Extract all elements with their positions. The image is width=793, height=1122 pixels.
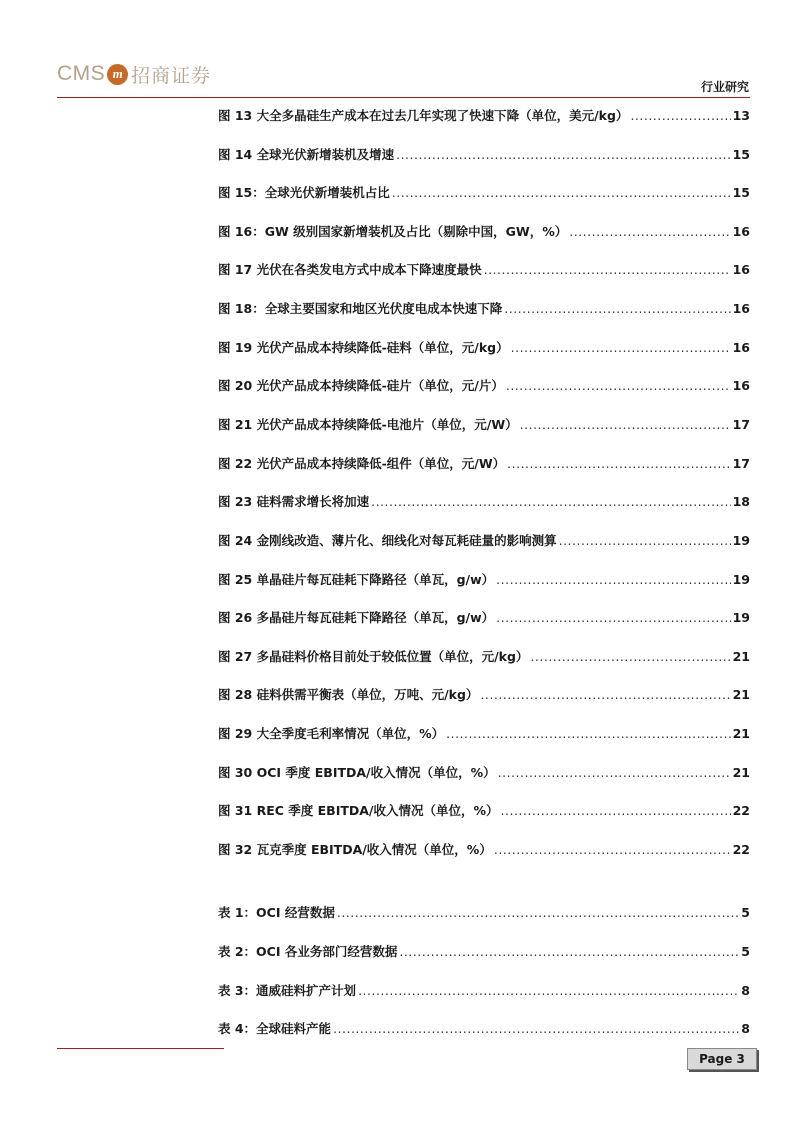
toc-leader-dots — [396, 146, 730, 164]
toc-figure-entry[interactable] — [218, 686, 750, 704]
toc-entry-page: 16 — [732, 301, 750, 316]
toc-figure-entry[interactable] — [218, 764, 750, 782]
toc-leader-dots — [498, 764, 731, 782]
toc-figure-entry[interactable] — [218, 532, 750, 550]
toc-figure-entry[interactable] — [218, 300, 750, 318]
toc-table-entry[interactable] — [218, 904, 750, 922]
toc-leader-dots — [496, 609, 730, 627]
toc-entry-page: 15 — [732, 147, 750, 162]
toc-leader-dots — [569, 223, 730, 241]
toc-figure-entry[interactable] — [218, 571, 750, 589]
toc-figure-entry[interactable] — [218, 609, 750, 627]
toc-entry-page: 8 — [741, 983, 750, 998]
toc-entry-label: 表 1：OCI 经营数据 — [218, 905, 335, 920]
toc-entry-page: 18 — [732, 494, 750, 509]
toc-leader-dots — [504, 300, 730, 318]
toc-entry-page: 16 — [732, 224, 750, 239]
toc-table-entry[interactable] — [218, 943, 750, 961]
toc-entry-page: 17 — [732, 417, 750, 432]
page-number-box: Page 3 — [687, 1048, 757, 1070]
toc-entry-label: 图 26 多晶硅片每瓦硅耗下降路径（单瓦，g/w） — [218, 610, 495, 625]
toc-entry-label: 图 17 光伏在各类发电方式中成本下降速度最快 — [218, 262, 482, 277]
toc-entry-page: 19 — [732, 572, 750, 587]
toc-figure-entry[interactable] — [218, 802, 750, 820]
toc-table-entry[interactable] — [218, 1020, 750, 1038]
toc-entry-page: 22 — [732, 842, 750, 857]
toc-leader-dots — [337, 904, 739, 922]
toc-figure-entry[interactable] — [218, 261, 750, 279]
logo-company-name: 招商证券 — [131, 64, 212, 87]
toc-leader-dots — [559, 532, 731, 550]
toc-figure-entry[interactable] — [218, 184, 750, 202]
toc-entry-page: 21 — [732, 765, 750, 780]
toc-figure-entry[interactable] — [218, 493, 750, 511]
toc-figure-entry[interactable] — [218, 725, 750, 743]
toc-figure-entry[interactable] — [218, 648, 750, 666]
toc-leader-dots — [399, 943, 739, 961]
footer-divider — [57, 1048, 224, 1049]
toc-entry-label: 图 32 瓦克季度 EBITDA/收入情况（单位，%） — [218, 842, 492, 857]
toc-leader-dots — [507, 455, 730, 473]
toc-entry-page: 13 — [732, 108, 750, 123]
logo-cms-text: CMS — [57, 62, 106, 85]
toc-leader-dots — [501, 802, 731, 820]
toc-entry-label: 图 22 光伏产品成本持续降低-组件（单位，元/W） — [218, 456, 506, 471]
toc-entry-label: 图 13 大全多晶硅生产成本在过去几年实现了快速下降（单位，美元/kg） — [218, 108, 629, 123]
toc-leader-dots — [511, 339, 731, 357]
logo-mark-icon: m — [107, 64, 128, 85]
toc-entry-label: 图 15：全球光伏新增装机占比 — [218, 185, 390, 200]
toc-entry-label: 图 27 多晶硅料价格目前处于较低位置（单位，元/kg） — [218, 649, 529, 664]
toc-entry-page: 15 — [732, 185, 750, 200]
header-divider — [57, 97, 750, 98]
toc-figure-entry[interactable] — [218, 416, 750, 434]
toc-entry-label: 表 2：OCI 各业务部门经营数据 — [218, 944, 398, 959]
toc-figure-entry[interactable] — [218, 841, 750, 859]
toc-entry-label: 图 18：全球主要国家和地区光伏度电成本快速下降 — [218, 301, 503, 316]
toc-entry-label: 表 4：全球硅料产能 — [218, 1021, 332, 1036]
toc-entry-page: 5 — [741, 905, 750, 920]
toc-entry-page: 22 — [732, 803, 750, 818]
toc-leader-dots — [392, 184, 731, 202]
toc-entry-page: 21 — [732, 649, 750, 664]
toc-leader-dots — [506, 377, 731, 395]
toc-entry-label: 图 28 硅料供需平衡表（单位，万吨、元/kg） — [218, 687, 479, 702]
toc-leader-dots — [480, 686, 730, 704]
toc-figure-entry[interactable] — [218, 146, 750, 164]
toc-entry-label: 图 25 单晶硅片每瓦硅耗下降路径（单瓦，g/w） — [218, 572, 495, 587]
toc-entry-page: 16 — [732, 378, 750, 393]
toc-table-entry[interactable] — [218, 982, 750, 1000]
toc-figure-entry[interactable] — [218, 377, 750, 395]
toc-entry-label: 图 31 REC 季度 EBITDA/收入情况（单位，%） — [218, 803, 499, 818]
toc-leader-dots — [496, 571, 730, 589]
toc-figure-entry[interactable] — [218, 223, 750, 241]
toc-entry-label: 表 3：通威硅料扩产计划 — [218, 983, 357, 998]
toc-entry-label: 图 29 大全季度毛利率情况（单位，%） — [218, 726, 445, 741]
toc-entry-label: 图 14 全球光伏新增装机及增速 — [218, 147, 395, 162]
toc-entry-page: 21 — [732, 726, 750, 741]
toc-entry-page: 21 — [732, 687, 750, 702]
toc-entry-page: 8 — [741, 1021, 750, 1036]
toc-entry-page: 5 — [741, 944, 750, 959]
toc-entry-page: 19 — [732, 533, 750, 548]
toc-entry-label: 图 23 硅料需求增长将加速 — [218, 494, 370, 509]
toc-leader-dots — [494, 841, 731, 859]
toc-figure-entry[interactable] — [218, 107, 750, 125]
toc-entry-label: 图 16：GW 级别国家新增装机及占比（剔除中国，GW，%） — [218, 224, 568, 239]
toc-entry-page: 19 — [732, 610, 750, 625]
toc-entry-page: 17 — [732, 456, 750, 471]
company-logo — [57, 60, 211, 88]
toc-entry-label: 图 30 OCI 季度 EBITDA/收入情况（单位，%） — [218, 765, 496, 780]
toc-leader-dots — [530, 648, 730, 666]
toc-leader-dots — [520, 416, 731, 434]
toc-entry-label: 图 24 金刚线改造、薄片化、细线化对每瓦耗硅量的影响测算 — [218, 533, 557, 548]
toc-entry-label: 图 19 光伏产品成本持续降低-硅料（单位，元/kg） — [218, 340, 509, 355]
toc-entry-page: 16 — [732, 262, 750, 277]
toc-figure-entry[interactable] — [218, 339, 750, 357]
toc-leader-dots — [358, 982, 739, 1000]
toc-leader-dots — [484, 261, 731, 279]
toc-entry-label: 图 20 光伏产品成本持续降低-硅片（单位，元/片） — [218, 378, 504, 393]
toc-leader-dots — [333, 1020, 739, 1038]
toc-figure-entry[interactable] — [218, 455, 750, 473]
toc-leader-dots — [371, 493, 730, 511]
report-category: 行业研究 — [700, 80, 749, 94]
toc-entry-label: 图 21 光伏产品成本持续降低-电池片（单位，元/W） — [218, 417, 518, 432]
toc-leader-dots — [446, 725, 730, 743]
toc-leader-dots — [630, 107, 730, 125]
toc-entry-page: 16 — [732, 340, 750, 355]
